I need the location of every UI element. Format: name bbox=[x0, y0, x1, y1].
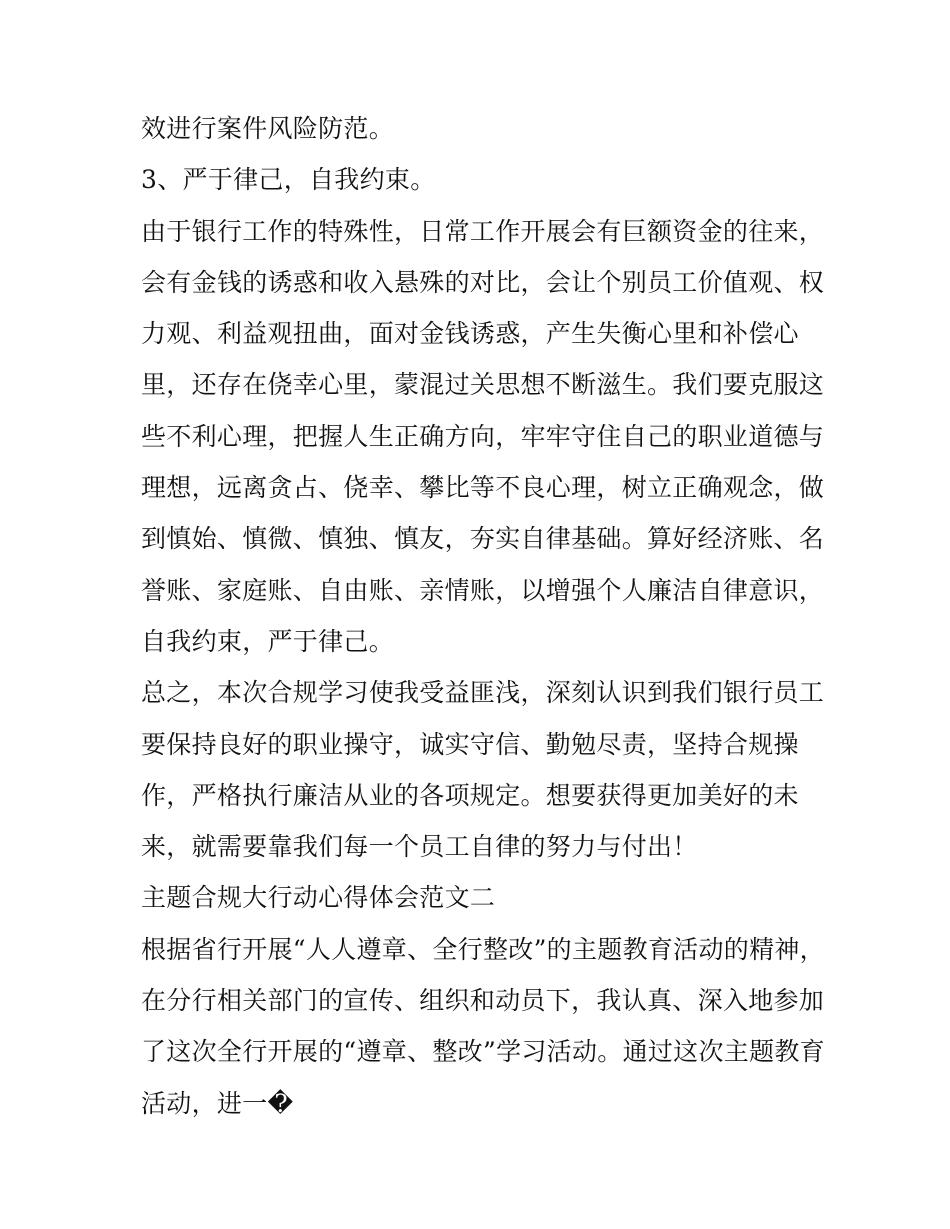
text-line: 总之，本次合规学习使我受益匪浅，深刻认识到我们银行员工 bbox=[141, 678, 825, 708]
text-line: 根据省行开展“人人遵章、全行整改”的主题教育活动的精神， bbox=[141, 934, 825, 964]
text-line: 力观、利益观扭曲，面对金钱诱惑，产生失衡心里和补偿心 bbox=[141, 319, 799, 349]
text-line: 理想，远离贪占、侥幸、攀比等不良心理，树立正确观念，做 bbox=[141, 473, 825, 503]
section-heading: 3、严于律己，自我约束。 bbox=[141, 165, 436, 195]
text-line: 活动，进一� bbox=[141, 1088, 294, 1118]
text-line: 由于银行工作的特殊性，日常工作开展会有巨额资金的往来， bbox=[141, 216, 825, 246]
text-line: 作，严格执行廉洁从业的各项规定。想要获得更加美好的未 bbox=[141, 780, 799, 810]
document-body bbox=[141, 103, 825, 1129]
article-title: 主题合规大行动心得体会范文二 bbox=[141, 883, 496, 913]
text-line: 来，就需要靠我们每一个员工自律的努力与付出！ bbox=[141, 832, 698, 862]
text-line: 自我约束，严于律己。 bbox=[141, 626, 395, 656]
text-line: 了这次全行开展的“遵章、整改”学习活动。通过这次主题教育 bbox=[141, 1037, 825, 1067]
text-line: 在分行相关部门的宣传、组织和动员下，我认真、深入地参加 bbox=[141, 986, 825, 1016]
text-line: 要保持良好的职业操守，诚实守信、勤勉尽责，坚持合规操 bbox=[141, 729, 799, 759]
text-line: 效进行案件风险防范。 bbox=[141, 114, 395, 143]
text-line: 些不利心理，把握人生正确方向，牢牢守住自己的职业道德与 bbox=[141, 421, 825, 451]
text-line: 会有金钱的诱惑和收入悬殊的对比，会让个别员工价值观、权 bbox=[141, 267, 825, 297]
text-line: 里，还存在侥幸心里，蒙混过关思想不断滋生。我们要克服这 bbox=[141, 370, 825, 400]
text-line: 到慎始、慎微、慎独、慎友，夯实自律基础。算好经济账、名 bbox=[141, 524, 825, 554]
text-line: 誉账、家庭账、自由账、亲情账，以增强个人廉洁自律意识， bbox=[141, 575, 825, 605]
